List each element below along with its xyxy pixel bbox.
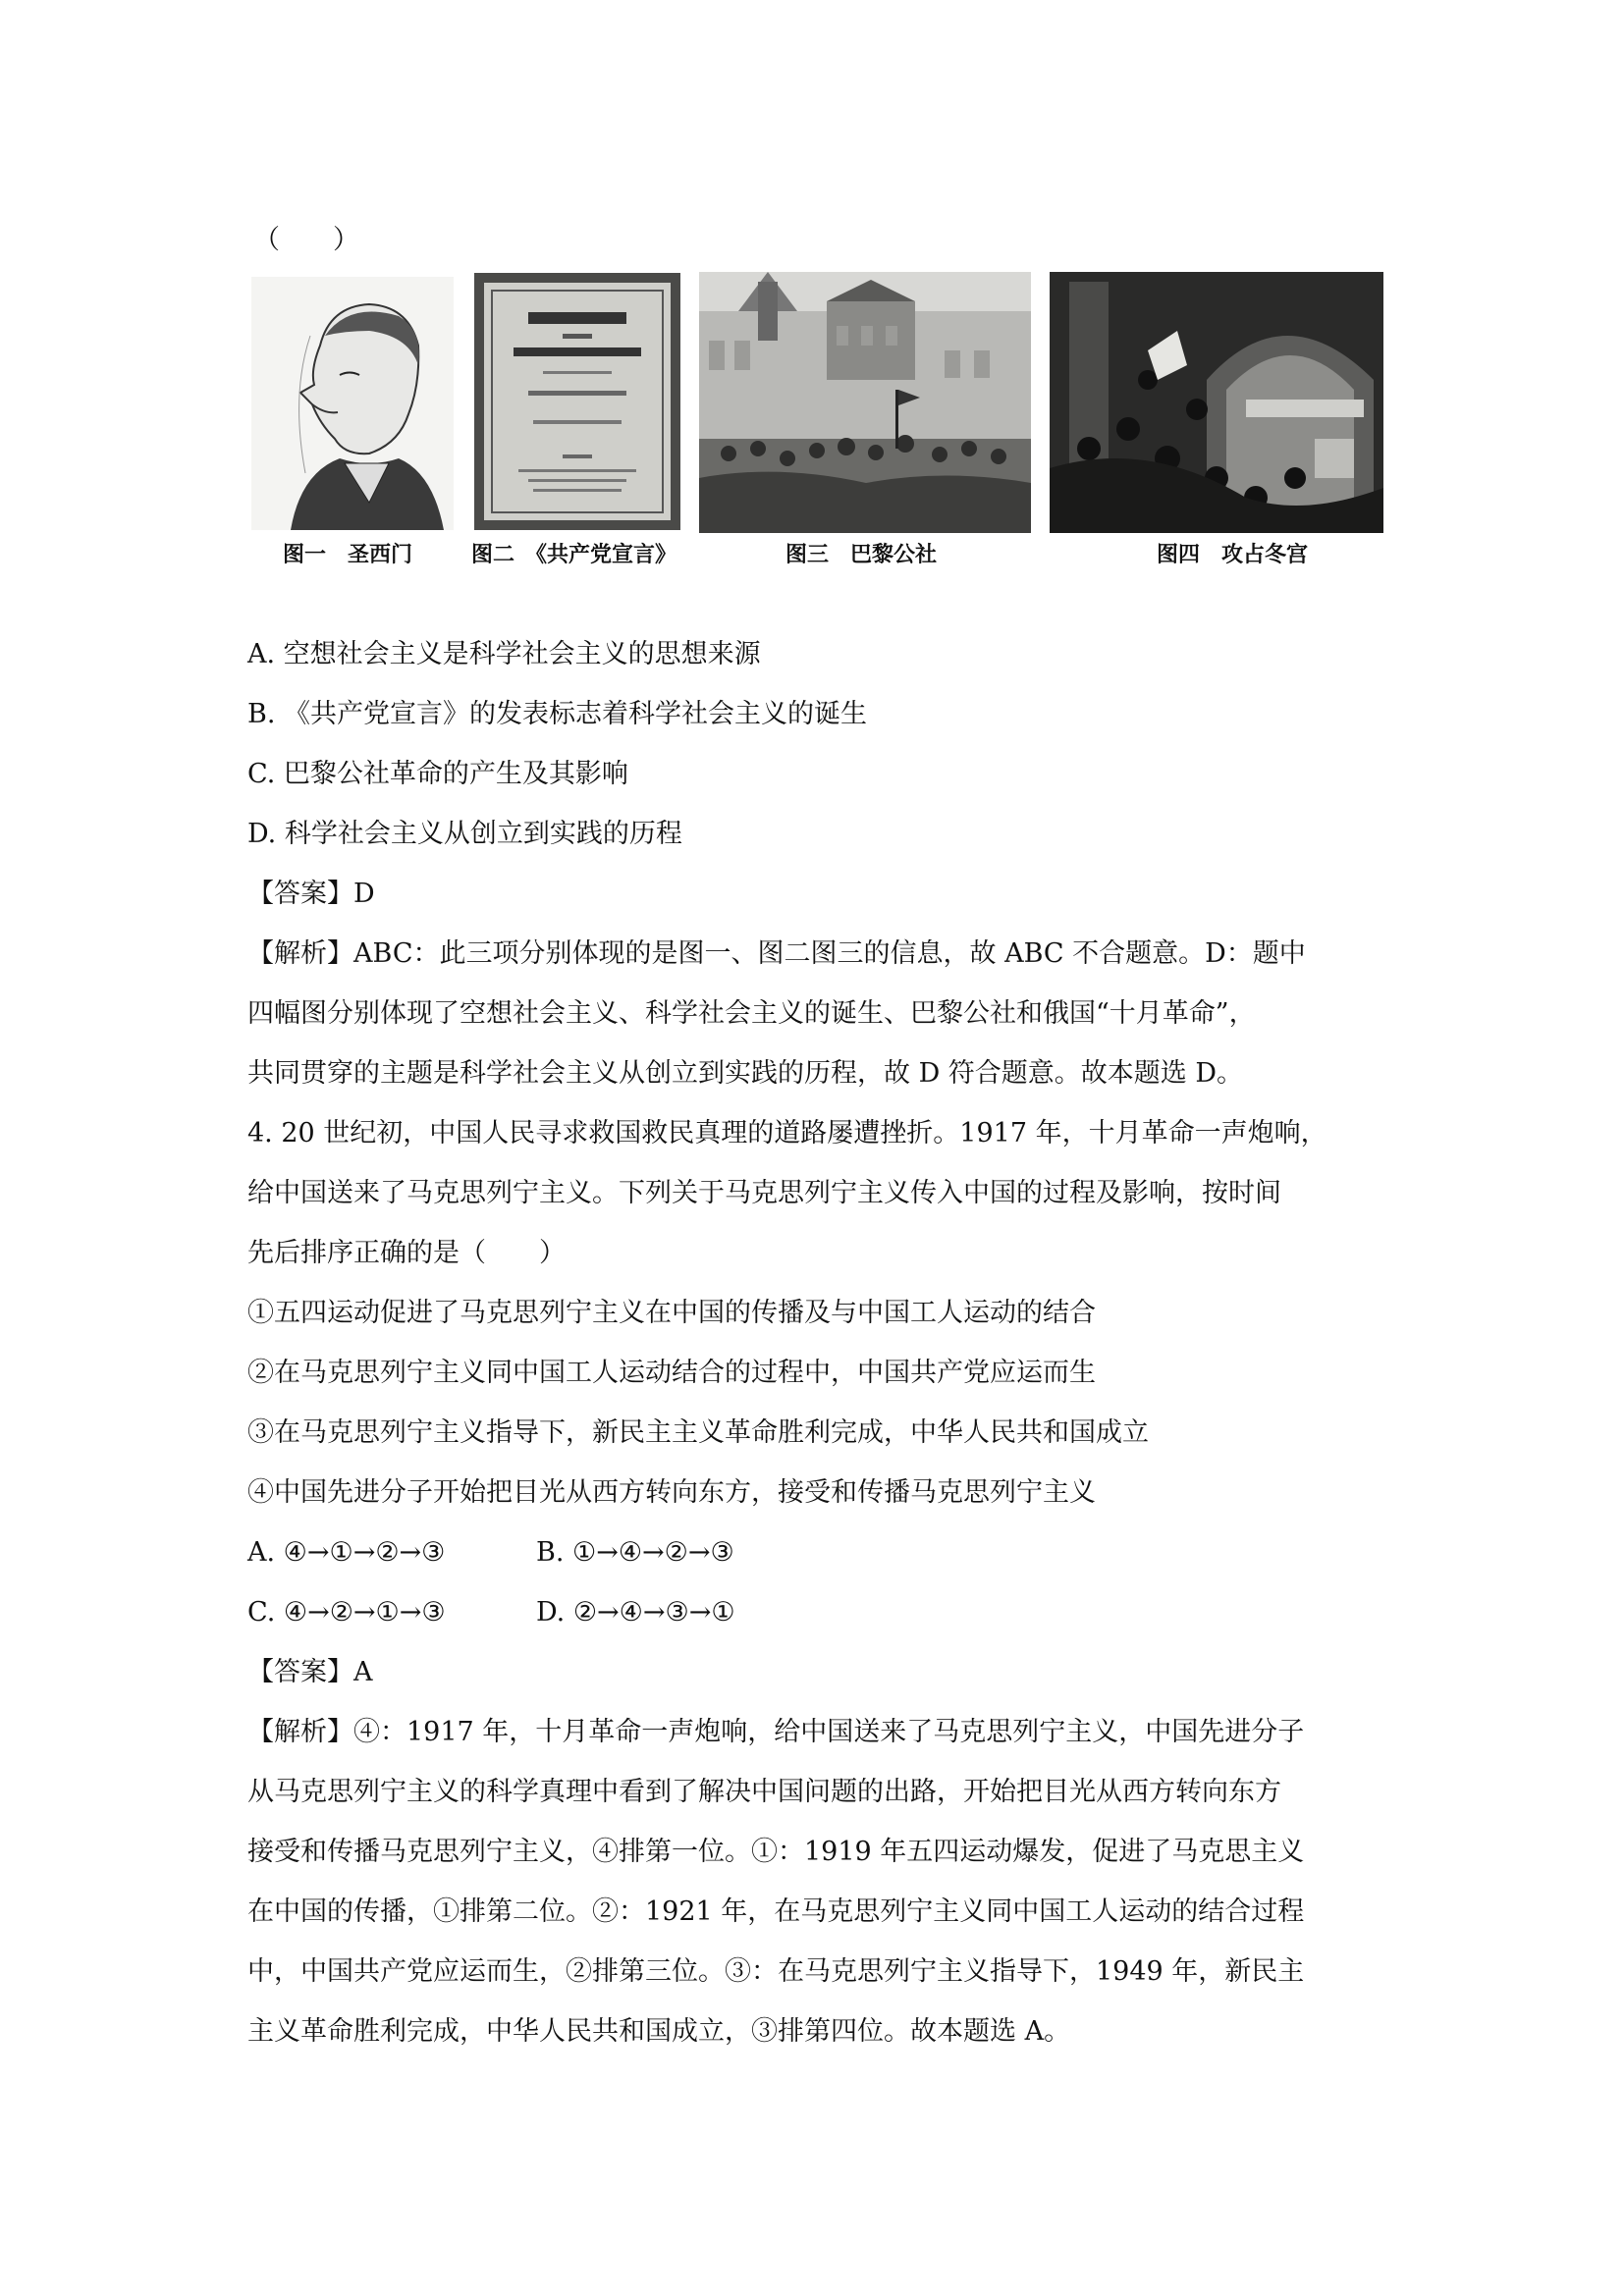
q3-option-d: D. 科学社会主义从创立到实践的历程 (247, 819, 682, 849)
winter-palace-image (1050, 272, 1383, 533)
q4-item-1: ①五四运动促进了马克思列宁主义在中国的传播及与中国工人运动的结合 (247, 1298, 1096, 1328)
manifesto-cover-image (474, 273, 680, 530)
figure-caption-3: 图三 巴黎公社 (785, 542, 938, 567)
q4-item-3: ③在马克思列宁主义指导下，新民主主义革命胜利完成，中华人民共和国成立 (247, 1417, 1149, 1448)
figure-caption-4: 图四 攻占冬宫 (1157, 542, 1309, 567)
q4-analysis-line-5: 中，中国共产党应运而生，②排第三位。③：在马克思列宁主义指导下，1949 年，新民主 (247, 1956, 1305, 1987)
q3-option-c: C. 巴黎公社革命的产生及其影响 (247, 759, 628, 789)
q4-analysis-line-3: 接受和传播马克思列宁主义，④排第一位。①：1919 年五四运动爆发，促进了马克思主义 (247, 1837, 1305, 1867)
q3-analysis-line-1: 【解析】ABC：此三项分别体现的是图一、图二图三的信息，故 ABC 不合题意。D：题中 (247, 938, 1306, 969)
portrait-image (251, 277, 454, 530)
q4-analysis-line-2: 从马克思列宁主义的科学真理中看到了解决中国问题的出路，开始把目光从西方转向东方 (247, 1777, 1281, 1807)
figure-storming-winter-palace (1050, 272, 1383, 533)
q4-stem-line-2: 给中国送来了马克思列宁主义。下列关于马克思列宁主义传入中国的过程及影响，按时间 (247, 1178, 1281, 1208)
figure-saint-simon-portrait (251, 277, 454, 530)
q4-option-b: B. ①→④→②→③ (536, 1537, 734, 1568)
q4-option-a: A. ④→①→②→③ (247, 1537, 446, 1568)
q4-analysis-line-1: 【解析】④：1917 年，十月革命一声炮响，给中国送来了马克思列宁主义，中国先进分子 (247, 1717, 1305, 1747)
q4-stem-line-1: 4. 20 世纪初，中国人民寻求救国救民真理的道路屡遭挫折。1917 年，十月革命一声炮响， (247, 1118, 1327, 1148)
q3-answer: 【答案】D (247, 879, 375, 909)
q4-item-2: ②在马克思列宁主义同中国工人运动结合的过程中，中国共产党应运而生 (247, 1358, 1096, 1388)
q3-option-b: B. 《共产党宣言》的发表标志着科学社会主义的诞生 (247, 699, 868, 729)
figure-paris-commune-illustration (699, 272, 1031, 533)
q3-analysis-line-3: 共同贯穿的主题是科学社会主义从创立到实践的历程，故 D 符合题意。故本题选 D。 (247, 1058, 1244, 1089)
q4-option-c: C. ④→②→①→③ (247, 1597, 446, 1628)
q4-analysis-line-4: 在中国的传播，①排第二位。②：1921 年，在马克思列宁主义同中国工人运动的结合过程 (247, 1896, 1305, 1927)
q4-stem-line-3: 先后排序正确的是（ ） (247, 1238, 566, 1268)
q4-analysis-line-6: 主义革命胜利完成，中华人民共和国成立，③排第四位。故本题选 A。 (247, 2016, 1071, 2047)
q3-analysis-line-2: 四幅图分别体现了空想社会主义、科学社会主义的诞生、巴黎公社和俄国“十月革命”， (247, 998, 1256, 1029)
question-stem-bracket: （ ） (253, 225, 359, 255)
figure-caption-2: 图二 《共产党宣言》 (471, 542, 677, 567)
paris-commune-image (699, 272, 1031, 533)
figure-caption-1: 图一 圣西门 (283, 542, 413, 567)
q3-option-a: A. 空想社会主义是科学社会主义的思想来源 (247, 639, 761, 669)
q4-item-4: ④中国先进分子开始把目光从西方转向东方，接受和传播马克思列宁主义 (247, 1477, 1096, 1508)
figure-communist-manifesto-cover (474, 273, 680, 530)
q4-answer: 【答案】A (247, 1657, 373, 1687)
q4-option-d: D. ②→④→③→① (536, 1597, 735, 1628)
